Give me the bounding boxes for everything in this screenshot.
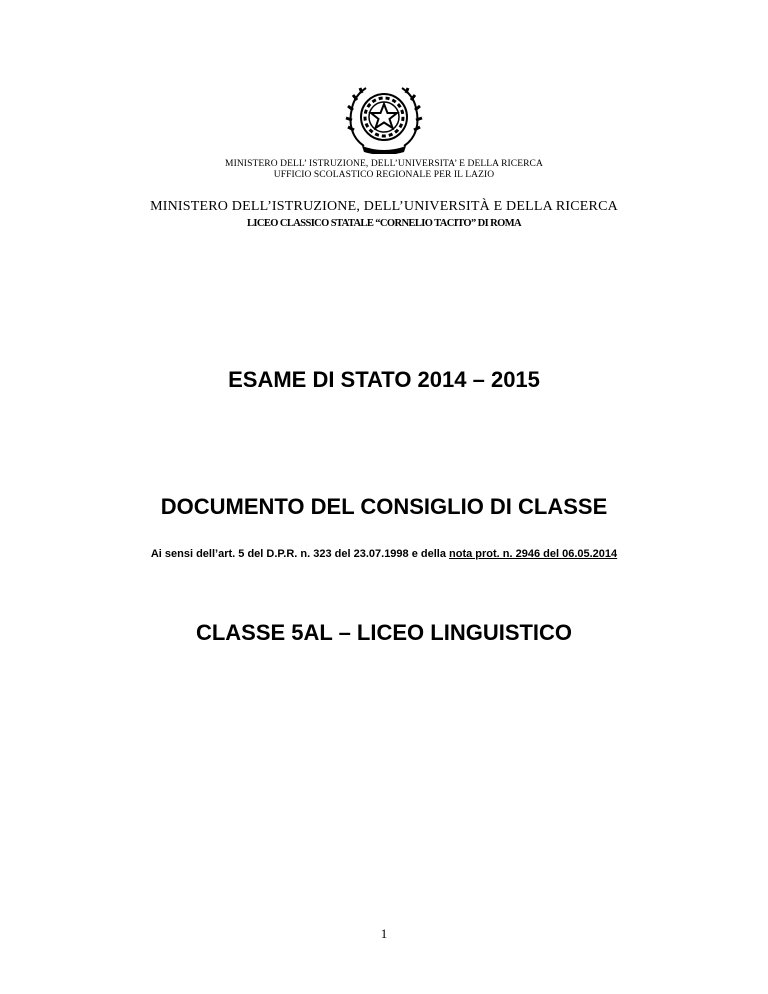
document-title: DOCUMENTO DEL CONSIGLIO DI CLASSE: [160, 494, 608, 519]
legal-reference: [0, 548, 768, 560]
school-name: LICEO CLASSICO STATALE “CORNELIO TACITO” DI ROMA: [246, 218, 521, 229]
regional-office-line: UFFICIO SCOLASTICO REGIONALE PER IL LAZIO: [273, 170, 495, 180]
class-title: CLASSE 5AL – LICEO LINGUISTICO: [195, 620, 573, 645]
ministry-header-line1: MINISTERO DELL’ ISTRUZIONE, DELL’UNIVERSITA’ E DELLA RICERCA: [225, 159, 543, 169]
italian-republic-emblem-icon: [334, 80, 434, 154]
legal-reference-note: nota prot. n. 2946 del 06.05.2014: [449, 548, 618, 560]
legal-reference-text: Ai sensi dell’art. 5 del D.P.R. n. 323 del 23.07.1998 e della: [150, 548, 450, 560]
page-number: 1: [380, 926, 388, 941]
exam-title: ESAME DI STATO 2014 – 2015: [228, 367, 540, 392]
ministry-full-name: MINISTERO DELL’ISTRUZIONE, DELL’UNIVERSITÀ E DELLA RICERCA: [150, 199, 618, 214]
